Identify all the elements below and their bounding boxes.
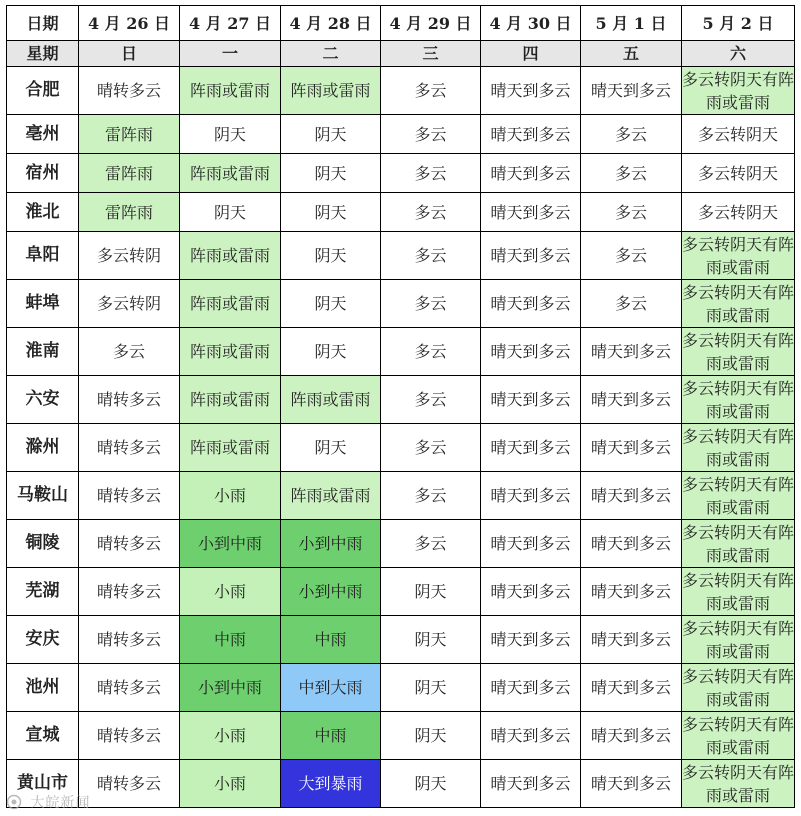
table-row (7, 712, 795, 760)
date-header-cell: 4 月 29 日 (381, 6, 481, 41)
forecast-cell: 多云 (381, 115, 481, 154)
forecast-cell: 阵雨或雷雨 (180, 328, 281, 376)
forecast-cell: 晴转多云 (79, 472, 180, 520)
forecast-cell: 阴天 (281, 154, 381, 193)
weekday-header-cell: 四 (481, 41, 581, 67)
city-name: 阜阳 (7, 232, 79, 280)
forecast-cell: 中雨 (281, 712, 381, 760)
forecast-cell: 多云转阴天有阵雨或雷雨 (682, 280, 795, 328)
date-label: 日期 (7, 6, 79, 41)
table-row (7, 520, 795, 568)
forecast-cell: 多云 (381, 154, 481, 193)
forecast-cell: 晴天到多云 (481, 376, 581, 424)
forecast-cell: 多云转阴 (79, 280, 180, 328)
forecast-cell: 晴天到多云 (481, 115, 581, 154)
forecast-cell: 阵雨或雷雨 (180, 376, 281, 424)
city-name: 宿州 (7, 154, 79, 193)
date-header-cell: 4 月 30 日 (481, 6, 581, 41)
forecast-cell: 晴转多云 (79, 520, 180, 568)
forecast-cell: 大到暴雨 (281, 760, 381, 808)
forecast-cell: 雷阵雨 (79, 193, 180, 232)
weekday-header-cell: 一 (180, 41, 281, 67)
watermark (6, 792, 90, 812)
weekday-label: 星期 (7, 41, 79, 67)
forecast-cell: 多云转阴天有阵雨或雷雨 (682, 616, 795, 664)
forecast-cell: 阵雨或雷雨 (180, 424, 281, 472)
forecast-cell: 雷阵雨 (79, 154, 180, 193)
date-header-cell: 4 月 26 日 (79, 6, 180, 41)
forecast-cell: 晴天到多云 (581, 472, 682, 520)
forecast-cell: 多云转阴天有阵雨或雷雨 (682, 472, 795, 520)
table-row (7, 376, 795, 424)
table-row (7, 616, 795, 664)
city-name: 六安 (7, 376, 79, 424)
city-name: 黄山市 (7, 760, 79, 808)
forecast-cell: 晴天到多云 (581, 616, 682, 664)
watermark-text: 大皖新闻 (30, 795, 91, 811)
city-name: 淮北 (7, 193, 79, 232)
weekday-header-cell: 三 (381, 41, 481, 67)
forecast-cell: 多云转阴天有阵雨或雷雨 (682, 568, 795, 616)
city-name: 安庆 (7, 616, 79, 664)
forecast-cell: 小雨 (180, 712, 281, 760)
forecast-cell: 多云转阴天有阵雨或雷雨 (682, 760, 795, 808)
forecast-cell: 多云 (581, 193, 682, 232)
table-row (7, 424, 795, 472)
forecast-cell: 多云 (581, 154, 682, 193)
forecast-cell: 晴天到多云 (581, 328, 682, 376)
forecast-cell: 晴天到多云 (581, 376, 682, 424)
forecast-cell: 阴天 (381, 760, 481, 808)
forecast-cell: 阵雨或雷雨 (281, 376, 381, 424)
table-row (7, 115, 795, 154)
forecast-cell: 晴天到多云 (481, 67, 581, 115)
table-row (7, 472, 795, 520)
forecast-cell: 小雨 (180, 472, 281, 520)
weekday-header-cell: 五 (581, 41, 682, 67)
forecast-cell: 多云 (381, 232, 481, 280)
forecast-cell: 晴天到多云 (581, 67, 682, 115)
forecast-cell: 多云转阴天 (682, 115, 795, 154)
city-name: 马鞍山 (7, 472, 79, 520)
city-name: 芜湖 (7, 568, 79, 616)
city-name: 蚌埠 (7, 280, 79, 328)
city-name: 铜陵 (7, 520, 79, 568)
forecast-cell: 晴转多云 (79, 760, 180, 808)
date-header-cell: 4 月 27 日 (180, 6, 281, 41)
forecast-cell: 多云 (79, 328, 180, 376)
city-name: 池州 (7, 664, 79, 712)
forecast-cell: 小雨 (180, 760, 281, 808)
forecast-cell: 多云转阴天有阵雨或雷雨 (682, 664, 795, 712)
forecast-cell: 阵雨或雷雨 (180, 280, 281, 328)
forecast-cell: 晴天到多云 (581, 424, 682, 472)
forecast-cell: 晴天到多云 (481, 568, 581, 616)
forecast-cell: 多云 (581, 115, 682, 154)
date-header-cell: 5 月 2 日 (682, 6, 795, 41)
forecast-cell: 多云 (381, 328, 481, 376)
weekday-header-row (7, 41, 795, 67)
forecast-cell: 多云转阴天有阵雨或雷雨 (682, 67, 795, 115)
forecast-cell: 小到中雨 (281, 568, 381, 616)
city-name: 淮南 (7, 328, 79, 376)
forecast-cell: 晴天到多云 (481, 760, 581, 808)
date-header-cell: 4 月 28 日 (281, 6, 381, 41)
table-row (7, 280, 795, 328)
forecast-cell: 阵雨或雷雨 (281, 67, 381, 115)
weekday-header-cell: 二 (281, 41, 381, 67)
forecast-cell: 阵雨或雷雨 (281, 472, 381, 520)
forecast-cell: 阴天 (381, 712, 481, 760)
forecast-cell: 阴天 (281, 232, 381, 280)
forecast-cell: 晴天到多云 (481, 232, 581, 280)
forecast-cell: 阵雨或雷雨 (180, 232, 281, 280)
forecast-cell: 晴天到多云 (481, 664, 581, 712)
forecast-cell: 阴天 (180, 115, 281, 154)
forecast-cell: 阴天 (381, 568, 481, 616)
forecast-cell: 阵雨或雷雨 (180, 154, 281, 193)
table-row (7, 67, 795, 115)
date-header-cell: 5 月 1 日 (581, 6, 682, 41)
city-name: 亳州 (7, 115, 79, 154)
forecast-cell: 小到中雨 (180, 520, 281, 568)
table-row (7, 568, 795, 616)
forecast-cell: 阴天 (281, 280, 381, 328)
forecast-cell: 晴转多云 (79, 376, 180, 424)
forecast-cell: 晴天到多云 (581, 712, 682, 760)
forecast-cell: 晴天到多云 (481, 520, 581, 568)
forecast-cell: 阵雨或雷雨 (180, 67, 281, 115)
forecast-cell: 小到中雨 (180, 664, 281, 712)
forecast-cell: 多云转阴 (79, 232, 180, 280)
forecast-cell: 多云 (381, 67, 481, 115)
table-row (7, 232, 795, 280)
forecast-table-body (7, 6, 795, 808)
forecast-cell: 晴天到多云 (481, 193, 581, 232)
forecast-cell: 晴转多云 (79, 712, 180, 760)
forecast-cell: 晴天到多云 (581, 760, 682, 808)
weekday-header-cell: 六 (682, 41, 795, 67)
forecast-cell: 晴转多云 (79, 664, 180, 712)
table-row (7, 328, 795, 376)
forecast-cell: 多云 (581, 232, 682, 280)
forecast-cell: 阴天 (180, 193, 281, 232)
forecast-cell: 晴转多云 (79, 568, 180, 616)
forecast-cell: 多云转阴天有阵雨或雷雨 (682, 232, 795, 280)
forecast-cell: 阴天 (381, 664, 481, 712)
forecast-cell: 阴天 (381, 616, 481, 664)
forecast-cell: 阴天 (281, 193, 381, 232)
forecast-cell: 晴天到多云 (481, 154, 581, 193)
forecast-cell: 晴天到多云 (481, 424, 581, 472)
forecast-cell: 晴转多云 (79, 424, 180, 472)
forecast-cell: 阴天 (281, 328, 381, 376)
forecast-cell: 多云转阴天 (682, 154, 795, 193)
date-header-row (7, 6, 795, 41)
forecast-cell: 晴天到多云 (581, 568, 682, 616)
forecast-cell: 晴转多云 (79, 616, 180, 664)
forecast-cell: 晴天到多云 (481, 328, 581, 376)
forecast-cell: 多云转阴天有阵雨或雷雨 (682, 520, 795, 568)
table-row (7, 664, 795, 712)
weather-forecast-table (6, 5, 795, 808)
camera-logo-icon (6, 794, 22, 810)
forecast-cell: 晴转多云 (79, 67, 180, 115)
forecast-cell: 多云转阴天有阵雨或雷雨 (682, 376, 795, 424)
forecast-cell: 小到中雨 (281, 520, 381, 568)
forecast-cell: 多云 (381, 520, 481, 568)
city-name: 滁州 (7, 424, 79, 472)
forecast-cell: 晴天到多云 (481, 712, 581, 760)
forecast-cell: 多云 (381, 193, 481, 232)
forecast-cell: 多云转阴天 (682, 193, 795, 232)
table-row (7, 154, 795, 193)
forecast-cell: 多云 (381, 376, 481, 424)
forecast-cell: 中雨 (281, 616, 381, 664)
forecast-cell: 多云 (381, 280, 481, 328)
forecast-cell: 多云 (381, 424, 481, 472)
city-name: 合肥 (7, 67, 79, 115)
forecast-cell: 多云 (581, 280, 682, 328)
forecast-cell: 多云转阴天有阵雨或雷雨 (682, 712, 795, 760)
forecast-cell: 阴天 (281, 115, 381, 154)
forecast-cell: 多云转阴天有阵雨或雷雨 (682, 424, 795, 472)
forecast-cell: 小雨 (180, 568, 281, 616)
forecast-cell: 中到大雨 (281, 664, 381, 712)
city-name: 宣城 (7, 712, 79, 760)
weekday-header-cell: 日 (79, 41, 180, 67)
forecast-cell: 晴天到多云 (481, 280, 581, 328)
forecast-cell: 多云转阴天有阵雨或雷雨 (682, 328, 795, 376)
forecast-cell: 多云 (381, 472, 481, 520)
forecast-cell: 晴天到多云 (481, 472, 581, 520)
forecast-cell: 晴天到多云 (581, 520, 682, 568)
forecast-cell: 晴天到多云 (481, 616, 581, 664)
forecast-cell: 晴天到多云 (581, 664, 682, 712)
table-row (7, 760, 795, 808)
forecast-table-wrapper (6, 5, 795, 808)
forecast-cell: 雷阵雨 (79, 115, 180, 154)
forecast-cell: 中雨 (180, 616, 281, 664)
table-row (7, 193, 795, 232)
forecast-cell: 阴天 (281, 424, 381, 472)
